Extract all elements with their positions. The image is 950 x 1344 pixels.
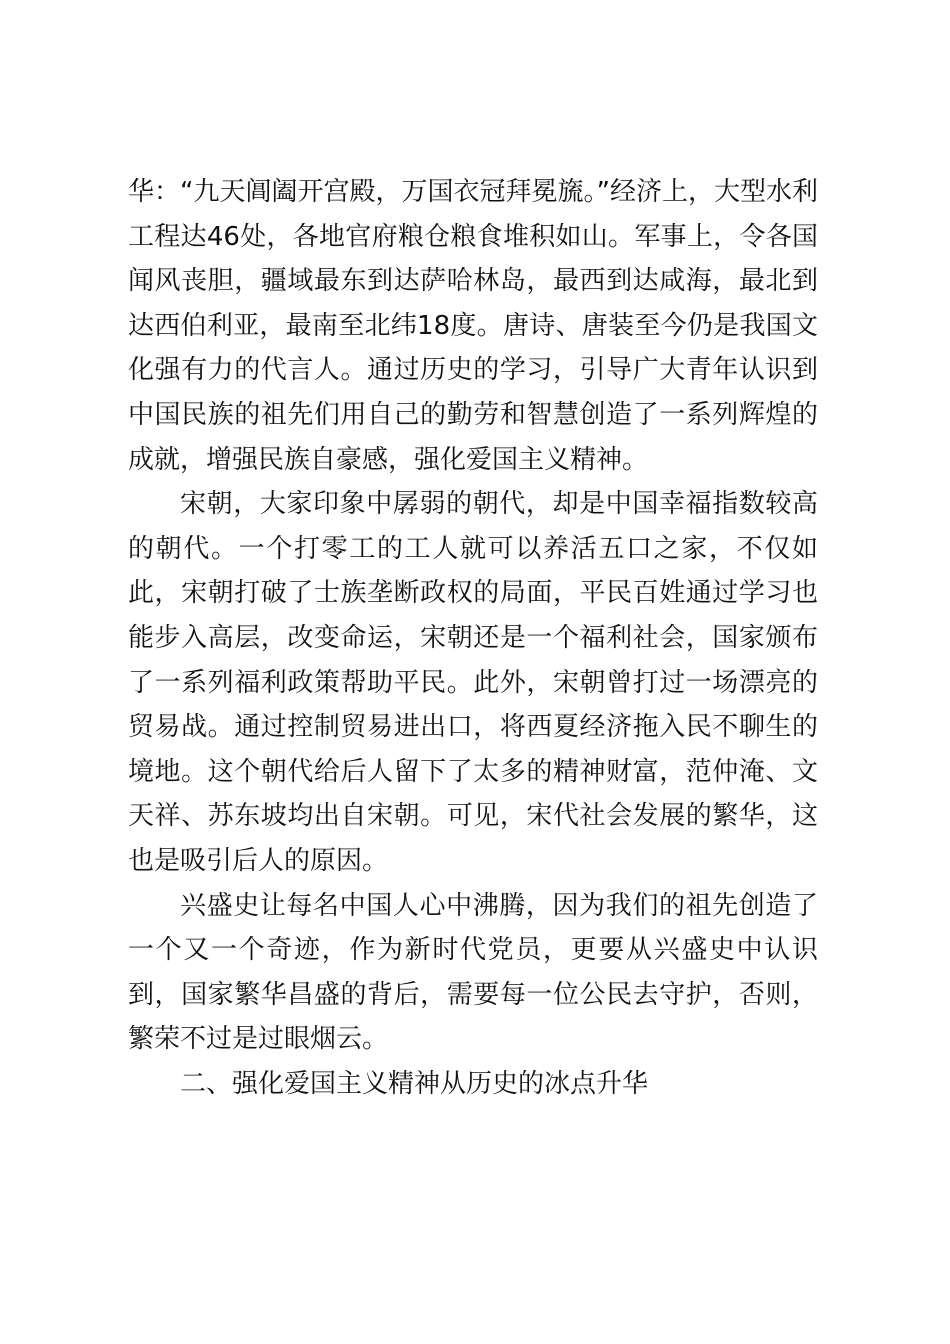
section-heading: 二、强化爱国主义精神从历史的冰点升华 xyxy=(180,1068,649,1099)
document-body xyxy=(128,170,818,1106)
paragraph-prosperity-history: 兴盛史让每名中国人心中沸腾，因为我们的祖先创造了一个又一个奇迹，作为新时代党员，更要从兴盛史中认识到，国家繁华昌盛的背后，需要每一位公民去守护，否则，繁荣不过是过眼烟云。 xyxy=(128,890,818,1055)
paragraph-song-dynasty: 宋朝，大家印象中孱弱的朝代，却是中国幸福指数较高的朝代。一个打零工的工人就可以养活五口之家，不仅如此，宋朝打破了士族垄断政权的局面，平民百姓通过学习也能步入高层，改变命运，宋朝还是一个福利社会，国家颁布了一系列福利政策帮助平民。此外，宋朝曾打过一场漂亮的贸易战。通过控制贸易进出口，将西夏经济拖入民不聊生的境地。这个朝代给后人留下了太多的精神财富，范仲淹、文天祥、苏东坡均出自宋朝。可见，宋代社会发展的繁华，这也是吸引后人的原因。 xyxy=(128,489,818,876)
paragraph-tang-dynasty: 华：“九天阊阖开宫殿，万国衣冠拜冕旒。”经济上，大型水利工程达46处，各地官府粮仓粮食堆积如山。军事上，令各国闻风丧胆，疆域最东到达萨哈林岛，最西到达咸海，最北到达西伯利亚，最南至北纬18度。唐诗、唐装至今仍是我国文化强有力的代言人。通过历史的学习，引导广大青年认识到中国民族的祖先们用自己的勤劳和智慧创造了一系列辉煌的成就，增强民族自豪感，强化爱国主义精神。 xyxy=(128,177,818,475)
